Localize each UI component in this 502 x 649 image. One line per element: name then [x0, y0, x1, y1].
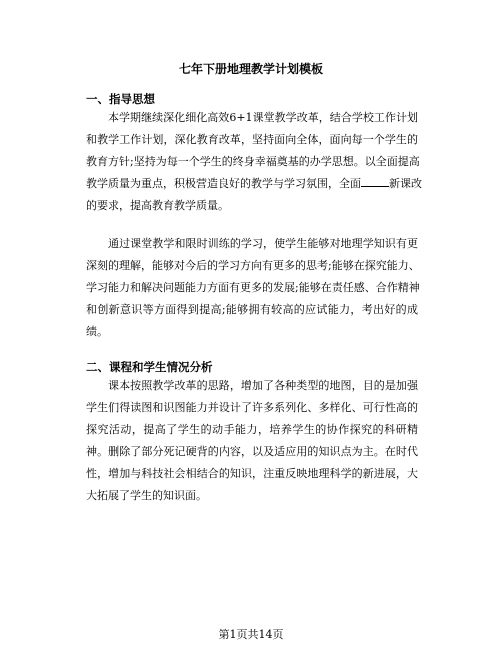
paragraph-course-analysis — [86, 375, 418, 507]
section-heading-guiding-ideology: 一、指导思想 — [86, 92, 155, 106]
text-line: 通过课堂教学和限时训练的学习，使学生能够对地理学知识有更 — [108, 237, 418, 250]
text-line: 神。删除了部分死记硬背的内容，以及适应用的知识点为主。在时代 — [86, 445, 418, 458]
text-line: 大拓展了学生的知识面。 — [86, 489, 207, 502]
text-line: 学习能力和解决问题能力方面有更多的发展;能够在责任感、合作精神 — [86, 281, 420, 294]
document-title: 七年下册地理教学计划模板 — [178, 62, 323, 76]
paragraph-guiding-ideology-2 — [86, 233, 418, 343]
text-line: 课本按照教学改革的思路，增加了各种类型的地图，目的是加强 — [108, 379, 418, 392]
fill-in-blank — [361, 174, 389, 187]
text-line: 教育方针;坚持为每一个学生的终身幸福奠基的办学思想。以全面提高 — [86, 155, 420, 168]
text-line: 深刻的理解，能够对今后的学习方向有更多的思考;能够在探究能力、 — [86, 259, 420, 272]
text-segment: 新课改 — [389, 177, 422, 190]
text-line: 和教学工作计划，深化教育改革，坚持面向全体，面向每一个学生的 — [86, 133, 418, 146]
text-line: 的要求，提高教育教学质量。 — [86, 199, 229, 212]
page-footer: 第1页共14页 — [218, 628, 284, 641]
text-line: 学生们得读图和识图能力并设计了许多系列化、多样化、可行性高的 — [86, 401, 418, 414]
section-heading-course-analysis: 二、课程和学生情况分析 — [86, 360, 213, 374]
text-line: 绩。 — [86, 325, 108, 338]
text-line-with-blank — [86, 173, 422, 195]
text-line: 本学期继续深化细化高效6+1课堂教学改革，结合学校工作计划 — [108, 111, 418, 124]
text-line: 性，增加与科技社会相结合的知识，注重反映地理科学的新进展，大 — [86, 467, 418, 480]
text-segment: 教学质量为重点，积极营造良好的教学与学习氛围，全面 — [86, 177, 361, 190]
text-line: 和创新意识等方面得到提高;能够拥有较高的应试能力，考出好的成 — [86, 303, 418, 316]
text-line: 探究活动，提高了学生的动手能力，培养学生的协作探究的科研精 — [86, 423, 418, 436]
paragraph-guiding-ideology-1 — [86, 107, 422, 217]
